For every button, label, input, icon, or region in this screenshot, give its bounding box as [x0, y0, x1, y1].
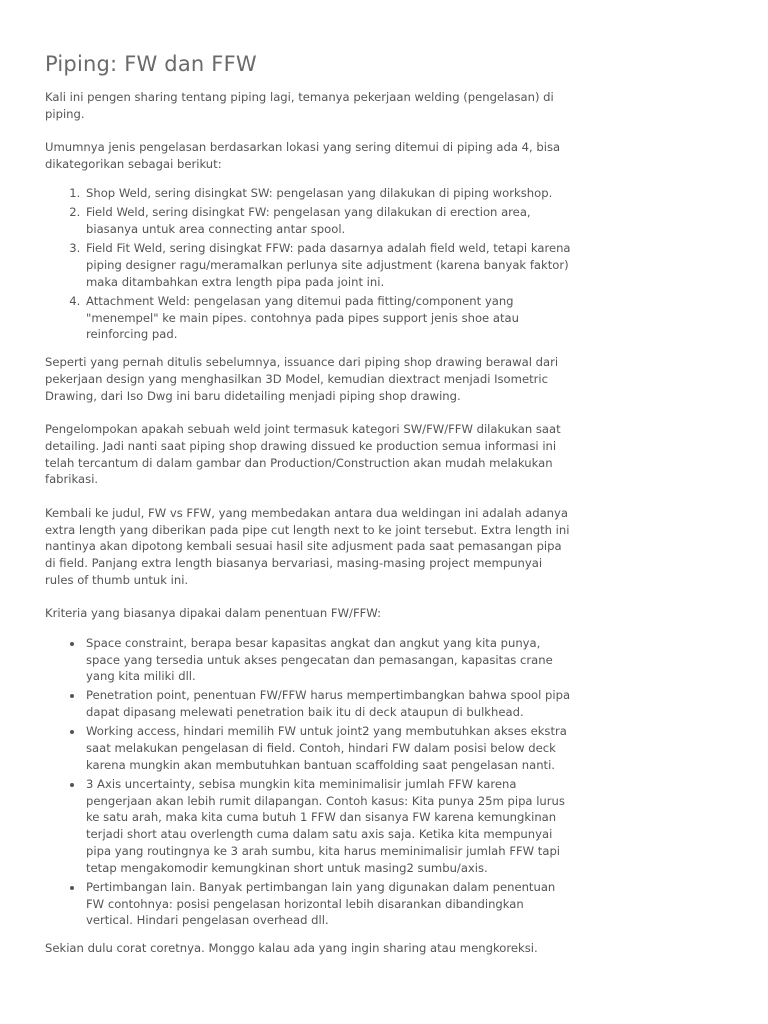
criteria-list — [45, 635, 573, 929]
list-item: 3. Field Fit Weld, sering disingkat FFW: pada dasarnya adalah field weld, tetapi karena piping designer ragu/meramalkan perlunya site adjustment (karena banyak faktor) maka ditambahkan extra length pipa pada joint ini. — [84, 240, 573, 290]
list-item: 2. Field Weld, sering disingkat FW: pengelasan yang dilakukan di erection area, biasanya untuk area connecting antar spool. — [84, 204, 573, 238]
list-item: 4. Attachment Weld: pengelasan yang ditemui pada fitting/component yang "menempel" ke main pipes. contohnya pada pipes support jenis shoe atau reinforcing pad. — [84, 293, 573, 343]
list-item: • Penetration point, penentuan FW/FFW harus mempertimbangkan bahwa spool pipa dapat dipasang melewati penetration baik itu di deck ataupun di bulkhead. — [84, 687, 573, 721]
weld-types-list — [45, 185, 573, 343]
intro-paragraph: Kali ini pengen sharing tentang piping lagi, temanya pekerjaan welding (pengelasan) di piping. — [45, 90, 554, 121]
list-item: • 3 Axis uncertainty, sebisa mungkin kita meminimalisir jumlah FFW karena pengerjaan akan lebih rumit dilapangan. Contoh kasus: Kita punya 25m pipa lurus ke satu arah, maka kita cuma butuh 1 FFW dan sisanya FW karena kemungkinan terjadi short atau overlength cuma dalam satu axis saja. Ketika kita mempunyai pipa yang routingnya ke 3 arah sumbu, kita harus meminimalisir jumlah FFW tapi tetap mengakomodir kemungkinan short untuk masing2 sumbu/axis. — [84, 776, 573, 877]
list-item: • Working access, hindari memilih FW untuk joint2 yang membutuhkan akses ekstra saat melakukan pengelasan di field. Contoh, hindari FW dalam posisi below deck karena mungkin akan membutuhkan bantuan scaffolding saat pengelasan nanti. — [84, 723, 573, 773]
issuance-paragraph: Seperti yang pernah ditulis sebelumnya, issuance dari piping shop drawing berawal dari pekerjaan design yang menghasilkan 3D Model, kemudian diextract menjadi Isometric Drawing, dari Iso Dwg ini baru didetailing menjadi piping shop drawing. — [45, 355, 559, 403]
grouping-paragraph: Pengelompokan apakah sebuah weld joint termasuk kategori SW/FW/FFW dilakukan saat detailing. Jadi nanti saat piping shop drawing dissued ke production semua informasi ini telah tercantum di dalam gambar dan Production/Construction akan mudah melakukan fabrikasi. — [45, 422, 561, 487]
fw-vs-ffw-paragraph: Kembali ke judul, FW vs FFW, yang membedakan antara dua weldingan ini adalah adanya extra length yang diberikan pada pipe cut length next to ke joint tersebut. Extra length ini nantinya akan dipotong kembali sesuai hasil site adjusment pada saat pemasangan pipa di field. Panjang extra length biasanya bervariasi, masing-masing project mempunyai rules of thumb untuk ini. — [45, 505, 570, 588]
list-item: 1. Shop Weld, sering disingkat SW: pengelasan yang dilakukan di piping workshop. — [84, 185, 573, 202]
closing-paragraph: Sekian dulu corat coretnya. Monggo kalau ada yang ingin sharing atau mengkoreksi. — [45, 941, 538, 956]
list-item: • Space constraint, berapa besar kapasitas angkat dan angkut yang kita punya, space yang tersedia untuk akses pengecatan dan pemasangan, kapasitas crane yang kita miliki dll. — [84, 635, 573, 685]
article-body — [45, 89, 573, 957]
weld-types-intro-paragraph: Umumnya jenis pengelasan berdasarkan lokasi yang sering ditemui di piping ada 4, bisa dikategorikan sebagai berikut: — [45, 140, 561, 171]
criteria-intro-paragraph: Kriteria yang biasanya dipakai dalam penentuan FW/FFW: — [45, 606, 381, 621]
list-item: • Pertimbangan lain. Banyak pertimbangan lain yang digunakan dalam penentuan FW contohnya: posisi pengelasan horizontal lebih disarankan dibandingkan vertical. Hindari pengelasan overhead dll. — [84, 879, 573, 929]
article-title: Piping: FW dan FFW — [45, 52, 257, 76]
